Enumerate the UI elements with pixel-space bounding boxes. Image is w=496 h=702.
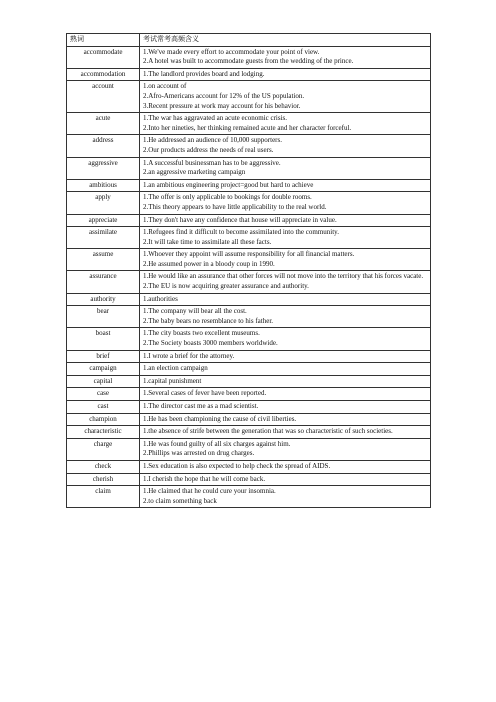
table-body: [67, 46, 431, 508]
example-sentence: 2.This theory appears to have little applicability to the real world.: [143, 202, 327, 211]
vocab-meaning: [140, 438, 431, 460]
example-sentence: 2.He assumed power in a bloody coup in 1990.: [143, 259, 275, 268]
example-sentence: 1.They don't have any confidence that house will appreciate in value.: [143, 215, 337, 224]
example-sentence: 2.to claim something back: [143, 496, 217, 505]
table-row: [67, 486, 431, 508]
table-row: [67, 350, 431, 363]
table-row: [67, 293, 431, 306]
vocab-word: characteristic: [67, 426, 140, 439]
table-row: [67, 460, 431, 473]
table-row: [67, 328, 431, 350]
example-sentence: 1.the absence of strife between the generation that was so characteristic of such societies.: [143, 427, 393, 436]
vocab-word: address: [67, 135, 140, 157]
vocab-meaning: [140, 388, 431, 401]
example-sentence: 2.The Society boasts 3000 members worldwide.: [143, 339, 278, 348]
table-row: [67, 388, 431, 401]
example-sentence: 1.A successful businessman has to be aggressive.: [143, 158, 281, 167]
table-row: [67, 68, 431, 81]
example-sentence: 2.Phillips was arrested on drug charges.: [143, 449, 255, 458]
vocab-word: brief: [67, 350, 140, 363]
vocab-word: accommodation: [67, 68, 140, 81]
example-sentence: 1.capital punishment: [143, 376, 202, 385]
example-sentence: 2.A hotel was built to accommodate guests from the wedding of the prince.: [143, 57, 354, 66]
example-sentence: 1.He has been championing the cause of civil liberties.: [143, 414, 297, 423]
vocab-word: boast: [67, 328, 140, 350]
table-row: [67, 46, 431, 68]
example-sentence: 2.Into her nineties, her thinking remained acute and her character forceful.: [143, 123, 352, 132]
vocab-meaning: [140, 460, 431, 473]
vocab-meaning: [140, 135, 431, 157]
example-sentence: 2.Afro-Americans account for 12% of the US population.: [143, 91, 305, 100]
table-row: [67, 473, 431, 486]
example-sentence: 1.The war has aggravated an acute economic crisis.: [143, 114, 288, 123]
vocab-meaning: [140, 293, 431, 306]
vocab-word: accommodate: [67, 46, 140, 68]
vocab-word: cast: [67, 401, 140, 414]
vocab-word: apply: [67, 192, 140, 214]
table-row: [67, 179, 431, 192]
vocab-meaning: [140, 68, 431, 81]
table-row: [67, 306, 431, 328]
table-row: [67, 375, 431, 388]
vocab-word: assimilate: [67, 227, 140, 249]
vocabulary-table: [66, 33, 431, 508]
vocab-word: ambitious: [67, 179, 140, 192]
table-row: [67, 135, 431, 157]
vocab-word: assume: [67, 249, 140, 271]
vocab-word: bear: [67, 306, 140, 328]
vocab-meaning: [140, 426, 431, 439]
example-sentence: 1.on account of: [143, 82, 187, 91]
example-sentence: 1.an election campaign: [143, 364, 208, 373]
table-row: [67, 426, 431, 439]
table-row: [67, 413, 431, 426]
table-header-row: [67, 34, 431, 47]
example-sentence: 1.Several cases of fever have been reported.: [143, 389, 267, 398]
vocab-word: authority: [67, 293, 140, 306]
example-sentence: 1.The offer is only applicable to bookings for double rooms.: [143, 193, 312, 202]
table-row: [67, 157, 431, 179]
vocab-meaning: [140, 375, 431, 388]
vocab-word: account: [67, 81, 140, 113]
vocab-word: appreciate: [67, 214, 140, 227]
table-row: [67, 113, 431, 135]
example-sentence: 1.The company will bear all the cost.: [143, 307, 247, 316]
vocab-meaning: [140, 113, 431, 135]
table-row: [67, 363, 431, 376]
vocab-meaning: [140, 179, 431, 192]
vocab-word: capital: [67, 375, 140, 388]
table-row: [67, 271, 431, 293]
vocab-meaning: [140, 81, 431, 113]
example-sentence: 1.We've made every effort to accommodate your point of view.: [143, 47, 320, 56]
example-sentence: 1.I wrote a brief for the attorney.: [143, 351, 235, 360]
example-sentence: 2.an aggressive marketing campaign: [143, 168, 246, 177]
vocab-word: case: [67, 388, 140, 401]
example-sentence: 3.Recent pressure at work may account for his behavior.: [143, 101, 301, 110]
table-row: [67, 192, 431, 214]
example-sentence: 1.The landlord provides board and lodging.: [143, 69, 265, 78]
vocab-word: charge: [67, 438, 140, 460]
header-meaning: 考试常考高频含义: [140, 34, 431, 47]
example-sentence: 1.Whoever they appoint will assume responsibility for all financial matters.: [143, 250, 355, 259]
table-row: [67, 249, 431, 271]
vocab-word: acute: [67, 113, 140, 135]
example-sentence: 1.Sex education is also expected to help check the spread of AIDS.: [143, 461, 331, 470]
vocab-meaning: [140, 401, 431, 414]
vocab-meaning: [140, 192, 431, 214]
example-sentence: 1.He was found guilty of all six charges against him.: [143, 439, 291, 448]
example-sentence: 2.It will take time to assimilate all these facts.: [143, 237, 272, 246]
example-sentence: 1.I cherish the hope that he will come back.: [143, 474, 266, 483]
example-sentence: 1.He would like an assurance that other forces will not move into the territory that his forces vacate.: [143, 272, 424, 281]
vocab-word: assurance: [67, 271, 140, 293]
header-word: 熟词: [67, 34, 140, 47]
table-row: [67, 227, 431, 249]
vocab-meaning: [140, 363, 431, 376]
vocab-meaning: [140, 306, 431, 328]
table-row: [67, 401, 431, 414]
vocab-meaning: [140, 271, 431, 293]
vocab-meaning: [140, 473, 431, 486]
example-sentence: 1.Refugees find it difficult to become assimilated into the community.: [143, 228, 339, 237]
vocab-meaning: [140, 157, 431, 179]
vocab-word: campaign: [67, 363, 140, 376]
example-sentence: 1.The city boasts two excellent museums.: [143, 329, 260, 338]
vocab-meaning: [140, 486, 431, 508]
vocab-meaning: [140, 328, 431, 350]
vocab-meaning: [140, 214, 431, 227]
example-sentence: 1.an ambitious engineering project=good but hard to achieve: [143, 180, 314, 189]
vocab-word: cherish: [67, 473, 140, 486]
vocab-word: aggressive: [67, 157, 140, 179]
example-sentence: 2.The baby bears no resemblance to his father.: [143, 316, 274, 325]
vocab-meaning: [140, 227, 431, 249]
vocab-meaning: [140, 46, 431, 68]
vocab-word: champion: [67, 413, 140, 426]
vocab-word: claim: [67, 486, 140, 508]
table-row: [67, 81, 431, 113]
example-sentence: 1.The director cast me as a mad scientist.: [143, 402, 259, 410]
vocab-word: check: [67, 460, 140, 473]
example-sentence: 1.He addressed an audience of 10,000 supporters.: [143, 136, 282, 145]
vocab-meaning: [140, 413, 431, 426]
table-row: [67, 214, 431, 227]
example-sentence: 2.The EU is now acquiring greater assurance and authority.: [143, 282, 309, 291]
example-sentence: 1.He claimed that he could cure your insomnia.: [143, 487, 276, 496]
vocab-meaning: [140, 350, 431, 363]
vocab-meaning: [140, 249, 431, 271]
table-row: [67, 438, 431, 460]
example-sentence: 1.authorities: [143, 294, 178, 303]
example-sentence: 2.Our products address the needs of real users.: [143, 145, 274, 154]
